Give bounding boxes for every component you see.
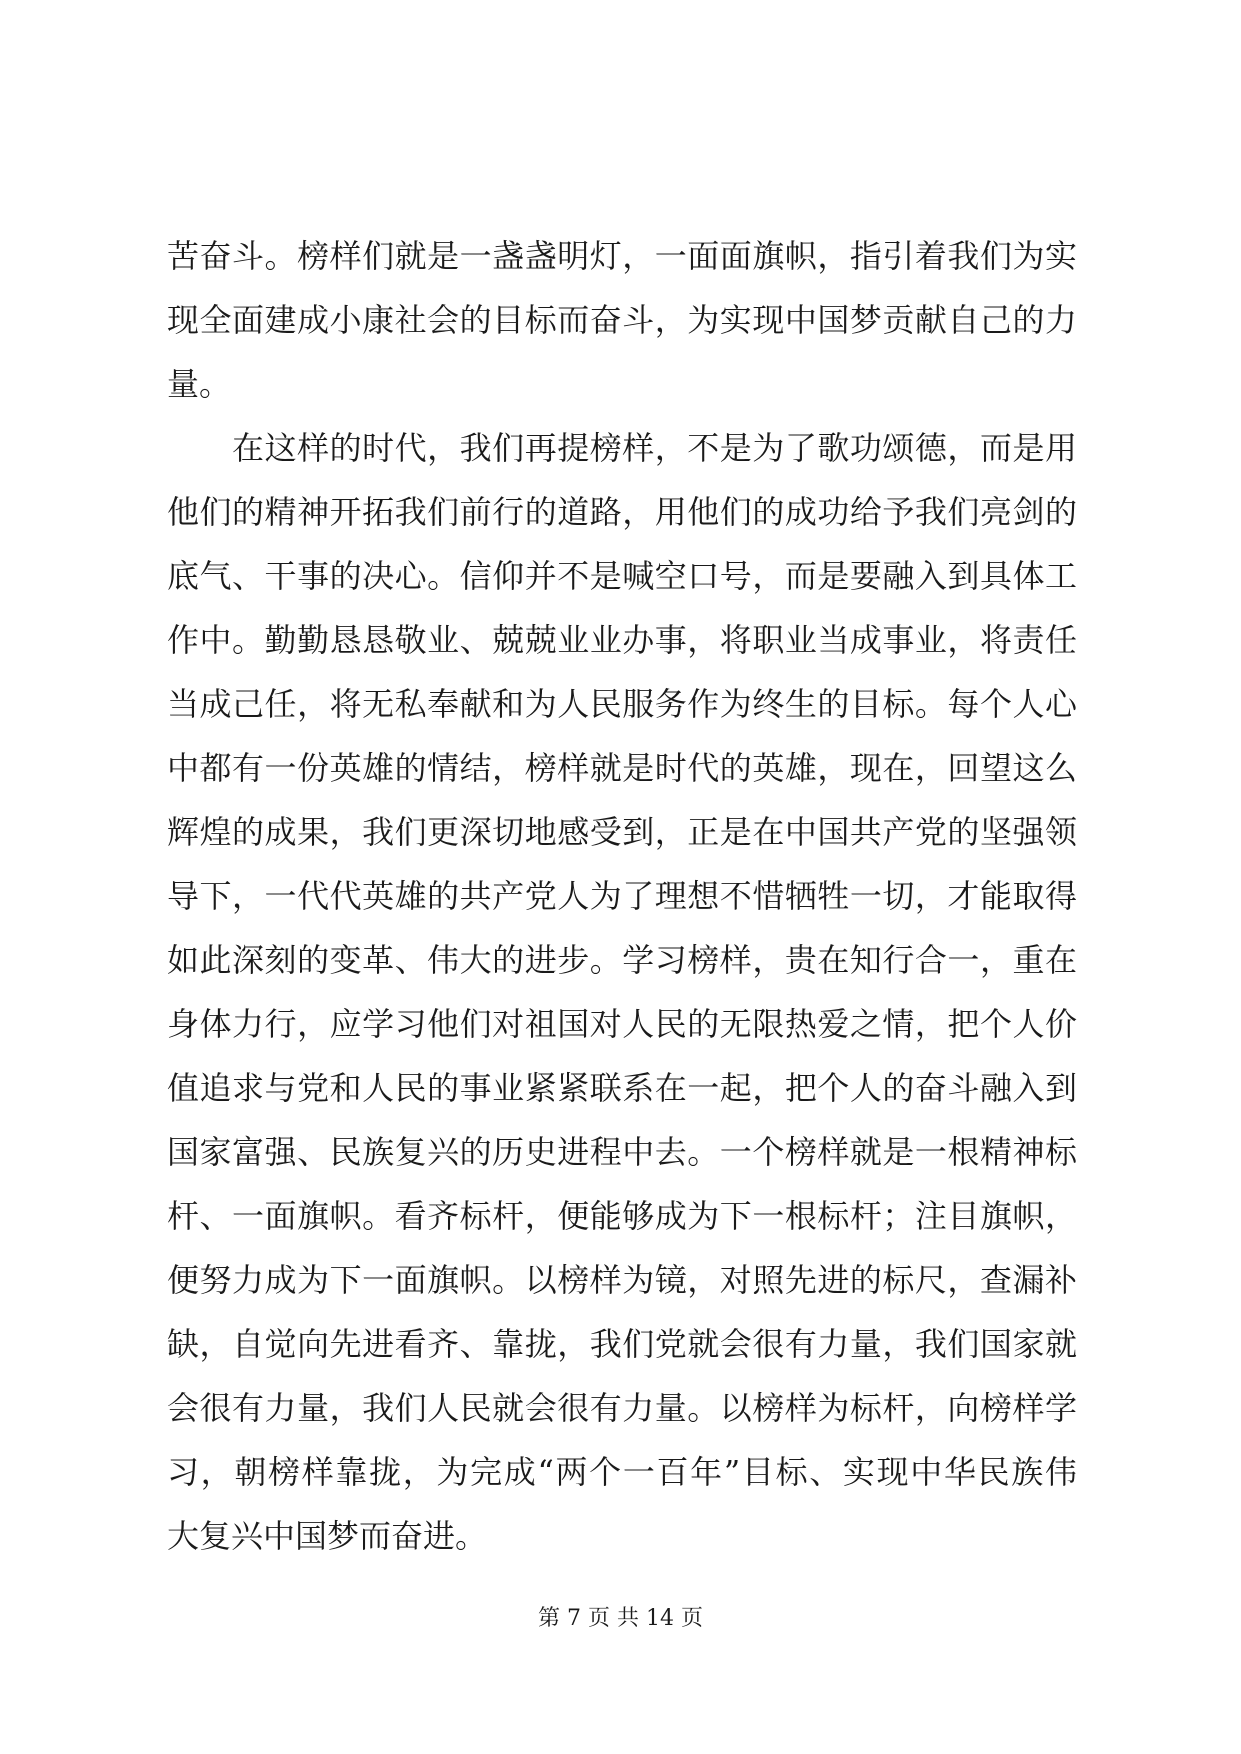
text-line: 身体力行，应学习他们对祖国对人民的无限热爱之情，把个人价 — [167, 1005, 1077, 1043]
text-line: 现全面建成小康社会的目标而奋斗，为实现中国梦贡献自己的力 — [167, 301, 1077, 339]
text-line: 当成己任，将无私奉献和为人民服务作为终生的目标。每个人心 — [167, 685, 1077, 723]
text-line: 杆、一面旗帜。看齐标杆，便能够成为下一根标杆；注目旗帜， — [167, 1197, 1077, 1235]
text-line: 便努力成为下一面旗帜。以榜样为镜，对照先进的标尺，查漏补 — [167, 1261, 1077, 1299]
text-line: 缺，自觉向先进看齐、靠拢，我们党就会很有力量，我们国家就 — [167, 1325, 1077, 1363]
text-line: 如此深刻的变革、伟大的进步。学习榜样，贵在知行合一，重在 — [167, 941, 1077, 979]
text-line: 国家富强、民族复兴的历史进程中去。一个榜样就是一根精神标 — [167, 1133, 1077, 1171]
text-line: 习，朝榜样靠拢，为完成“两个一百年”目标、实现中华民族伟 — [167, 1453, 1077, 1491]
text-line: 他们的精神开拓我们前行的道路，用他们的成功给予我们亮剑的 — [167, 493, 1077, 531]
text-line: 在这样的时代，我们再提榜样，不是为了歌功颂德，而是用 — [167, 429, 1077, 467]
paragraph-2 — [167, 416, 1077, 1568]
text-line: 中都有一份英雄的情结，榜样就是时代的英雄，现在，回望这么 — [167, 749, 1077, 787]
text-line: 大复兴中国梦而奋进。 — [167, 1517, 488, 1555]
body-text — [167, 224, 1077, 1568]
text-line: 底气、干事的决心。信仰并不是喊空口号，而是要融入到具体工 — [167, 557, 1077, 595]
text-line: 辉煌的成果，我们更深切地感受到，正是在中国共产党的坚强领 — [167, 813, 1077, 851]
text-line: 会很有力量，我们人民就会很有力量。以榜样为标杆，向榜样学 — [167, 1389, 1077, 1427]
text-line: 作中。勤勤恳恳敬业、兢兢业业办事，将职业当成事业，将责任 — [167, 621, 1077, 659]
paragraph-1 — [167, 224, 1077, 416]
text-line: 值追求与党和人民的事业紧紧联系在一起，把个人的奋斗融入到 — [167, 1069, 1077, 1107]
page-number: 第 7 页 共 14 页 — [538, 1606, 703, 1631]
text-line: 量。 — [167, 365, 232, 403]
text-line: 苦奋斗。榜样们就是一盏盏明灯，一面面旗帜，指引着我们为实 — [167, 237, 1077, 275]
text-line: 导下，一代代英雄的共产党人为了理想不惜牺牲一切，才能取得 — [167, 877, 1077, 915]
